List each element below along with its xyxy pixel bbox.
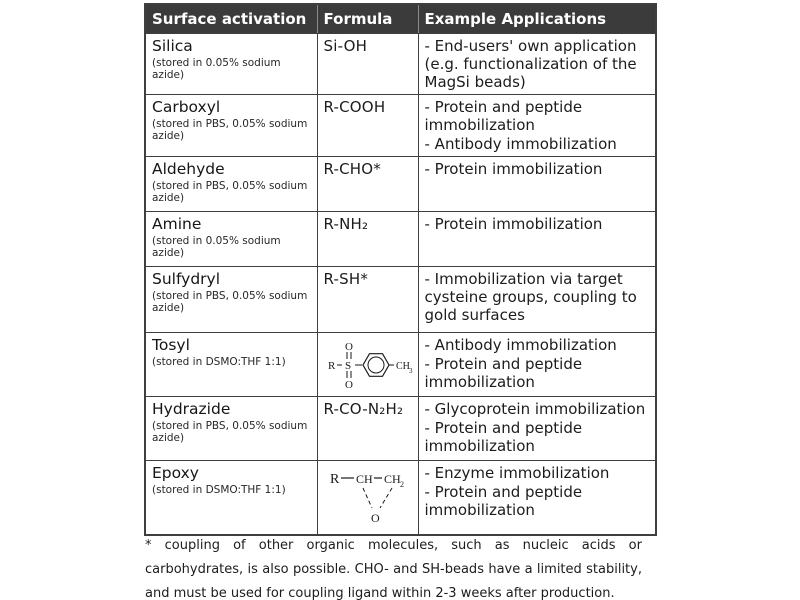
surface-name: Epoxy [152, 464, 199, 482]
surface-cell [145, 397, 317, 461]
surface-cell [145, 95, 317, 157]
svg-text:2: 2 [399, 480, 404, 489]
surface-name: Sulfydryl [152, 270, 221, 288]
storage-note: (stored in DSMO:THF 1:1) [152, 483, 286, 496]
application-item: - Protein and peptide immobilization [424, 98, 583, 134]
table-row-hydrazide [145, 397, 656, 461]
surface-name: Aldehyde [152, 160, 225, 178]
application-item: - Protein and peptide immobilization [424, 355, 583, 391]
column-header-example-applications: Example Applications [418, 4, 656, 34]
svg-text:CH: CH [355, 472, 373, 486]
application-item: - Antibody immobilization [424, 336, 617, 354]
formula-cell: R-CO-N₂H₂ [317, 397, 418, 461]
surface-name: Tosyl [152, 336, 190, 354]
applications-cell [418, 267, 656, 333]
application-item: - Protein immobilization [424, 160, 603, 178]
table-row-sulfydryl [145, 267, 656, 333]
table-row-tosyl [145, 333, 656, 397]
storage-note: (stored in PBS, 0.05% sodium azide) [152, 289, 308, 315]
svg-text:O: O [344, 379, 353, 391]
formula-cell: R-NH₂ [317, 212, 418, 267]
table-row-epoxy [145, 461, 656, 536]
application-item: - Enzyme immobilization [424, 464, 610, 482]
svg-text:3: 3 [408, 367, 412, 375]
storage-note: (stored in PBS, 0.05% sodium azide) [152, 179, 308, 205]
applications-cell [418, 333, 656, 397]
applications-cell [418, 157, 656, 212]
storage-note: (stored in PBS, 0.05% sodium azide) [152, 419, 308, 445]
application-item: - Immobilization via target cysteine groups, coupling to gold surfaces [424, 270, 637, 324]
tosyl-structure-image [324, 338, 414, 392]
surface-activation-table [144, 3, 657, 536]
svg-text:R: R [327, 360, 335, 372]
storage-note: (stored in DSMO:THF 1:1) [152, 355, 286, 368]
surface-cell [145, 461, 317, 536]
formula-cell: R-CHO* [317, 157, 418, 212]
surface-name: Carboxyl [152, 98, 221, 116]
formula-cell: R-COOH [317, 95, 418, 157]
column-header-surface-activation: Surface activation [145, 4, 317, 34]
surface-cell [145, 267, 317, 333]
svg-text:O: O [344, 341, 353, 353]
application-item: - End-users' own application (e.g. functionalization of the MagSi beads) [424, 37, 637, 91]
surface-name: Silica [152, 37, 193, 55]
application-item: - Glycoprotein immobilization [424, 400, 646, 418]
surface-cell [145, 34, 317, 95]
svg-text:CH: CH [383, 472, 401, 486]
surface-cell [145, 212, 317, 267]
applications-cell [418, 95, 656, 157]
footnote: * coupling of other organic molecules, such as nucleic acids or carbohydrates, is also possible. CHO- and SH-beads have a limited stability, and must be used for coupling ligand within 2-3 weeks after production. [145, 538, 642, 600]
storage-note: (stored in PBS, 0.05% sodium azide) [152, 117, 308, 143]
applications-cell [418, 34, 656, 95]
application-item: - Antibody immobilization [424, 135, 617, 153]
storage-note: (stored in 0.05% sodium azide) [152, 234, 281, 260]
applications-cell [418, 212, 656, 267]
surface-cell [145, 157, 317, 212]
svg-text:O: O [370, 511, 380, 525]
formula-cell [317, 461, 418, 536]
svg-text:R: R [329, 472, 339, 487]
svg-text:S: S [344, 360, 351, 372]
applications-cell [418, 397, 656, 461]
surface-name: Amine [152, 215, 202, 233]
formula-cell: R-SH* [317, 267, 418, 333]
surface-name: Hydrazide [152, 400, 231, 418]
storage-note: (stored in 0.05% sodium azide) [152, 56, 281, 82]
table-row-amine [145, 212, 656, 267]
table-row-aldehyde [145, 157, 656, 212]
table-row-carboxyl [145, 95, 656, 157]
formula-cell: Si-OH [317, 34, 418, 95]
applications-cell [418, 461, 656, 536]
formula-cell [317, 333, 418, 397]
epoxy-structure-image [324, 466, 416, 526]
svg-text:CH: CH [395, 361, 410, 372]
column-header-formula: Formula [317, 4, 418, 34]
surface-cell [145, 333, 317, 397]
application-item: - Protein immobilization [424, 215, 603, 233]
application-item: - Protein and peptide immobilization [424, 419, 583, 455]
table-row-silica [145, 34, 656, 95]
application-item: - Protein and peptide immobilization [424, 483, 583, 519]
header-row [145, 4, 656, 34]
